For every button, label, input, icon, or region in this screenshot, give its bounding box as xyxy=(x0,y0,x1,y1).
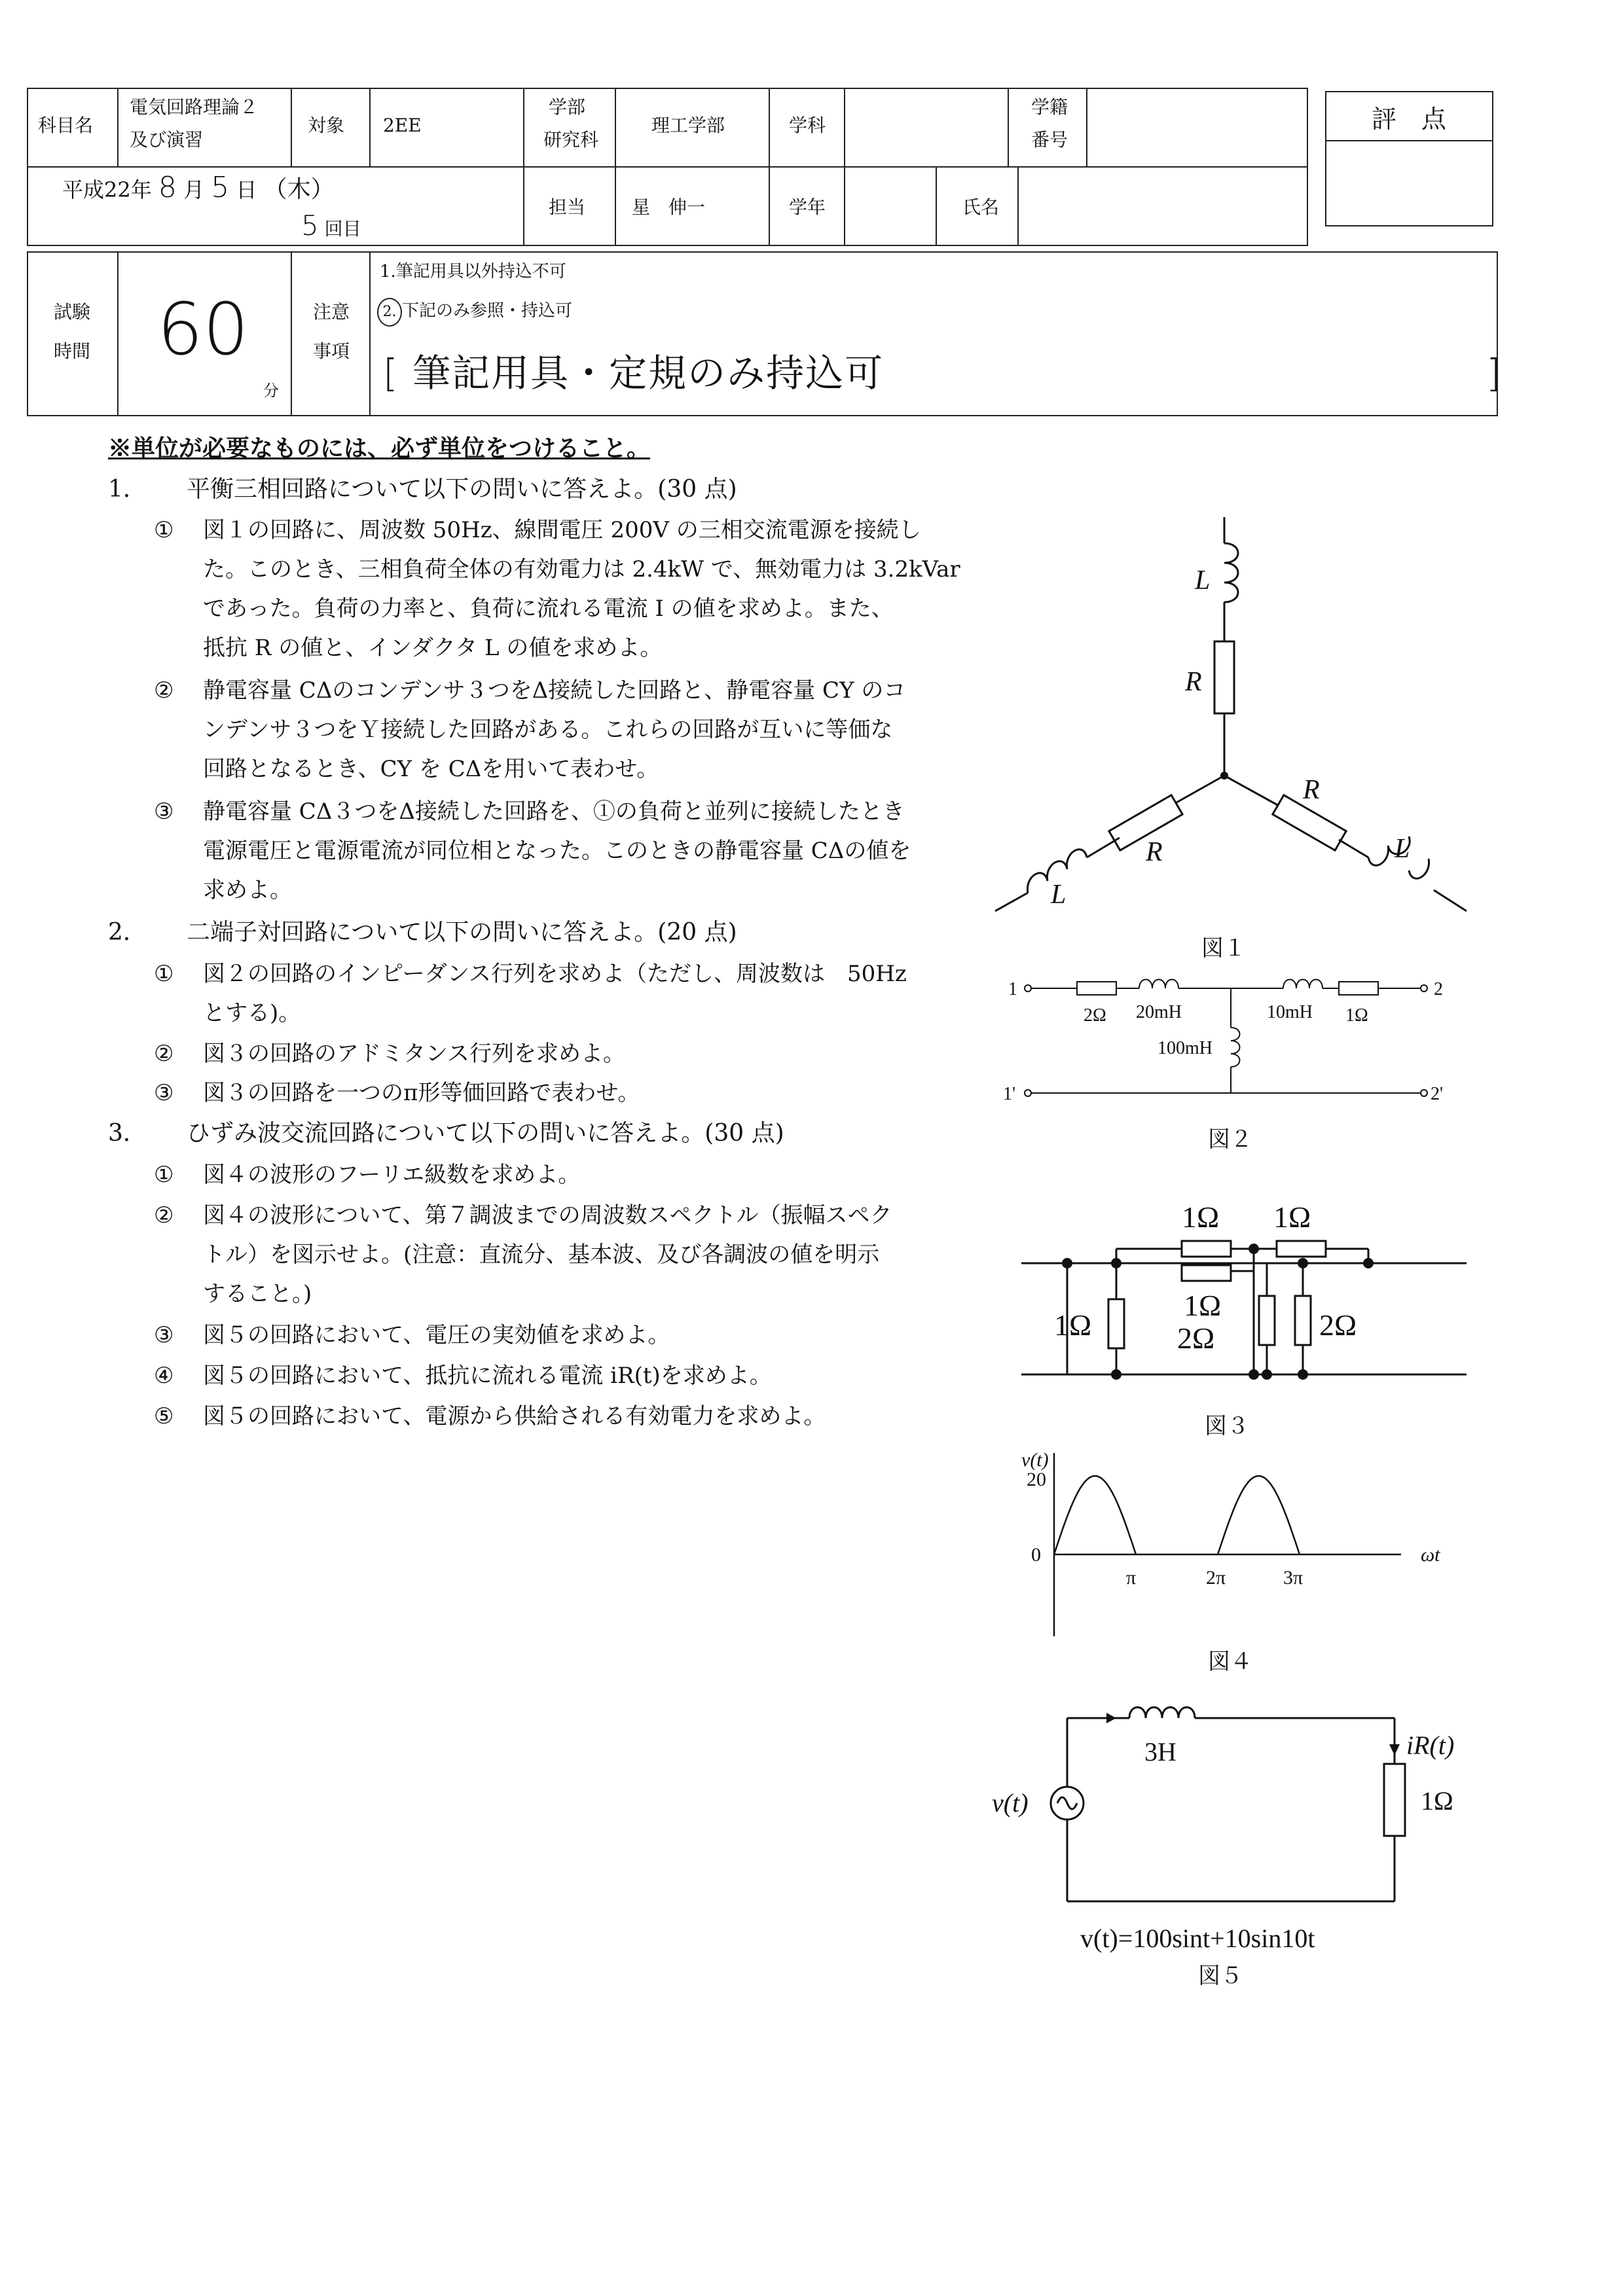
fig4-x-tick-2pi: 2π xyxy=(1206,1567,1226,1588)
question-3-number: 3． xyxy=(108,1120,147,1147)
q1-item1-line3: であった。負荷の力率と、負荷に流れる電流 I の値を求めよ。また、 xyxy=(203,596,894,622)
fig2-terminal-1: 1 xyxy=(1008,979,1017,999)
question-2-title: 二端子対回路について以下の問いに答えよ。(20 点) xyxy=(187,919,737,946)
q3-item4-mark: ④ xyxy=(154,1363,174,1389)
fig2-terminal-2: 2 xyxy=(1434,979,1443,999)
figure-3-resistor-network xyxy=(1008,1172,1480,1446)
q1-item2-line3: 回路となるとき、CY を CΔを用いて表わせ。 xyxy=(203,756,659,782)
q1-item2-line1: 静電容量 CΔのコンデンサ３つをΔ接続した回路と、静電容量 CY のコ xyxy=(203,677,906,704)
fig4-caption: 図４ xyxy=(1208,1650,1252,1674)
fig2-l2: 10mH xyxy=(1267,1002,1313,1022)
exam-time-label-1: 試験 xyxy=(54,301,91,323)
fig1-label-right-L: L xyxy=(1395,834,1410,864)
q3-item2-mark: ② xyxy=(154,1202,174,1229)
fig2-lm: 100mH xyxy=(1158,1038,1213,1058)
fig1-label-top-R: R xyxy=(1185,667,1202,697)
q1-item2-mark: ② xyxy=(154,677,174,704)
fig4-waveform-curve xyxy=(1054,1476,1300,1554)
fig3-r-right: 2Ω xyxy=(1319,1308,1357,1342)
q3-item3-line1: 図５の回路において、電圧の実効値を求めよ。 xyxy=(203,1322,670,1348)
q3-item2-line2: トル）を図示せよ。(注意：直流分、基本波、及び各調波の値を明示 xyxy=(203,1242,880,1268)
q1-item1-line1: 図１の回路に、周波数 50Hz、線間電圧 200V の三相交流電源を接続し xyxy=(203,517,921,543)
q1-item3-line2: 電源電圧と電源電流が同位相となった。このときの静電容量 CΔの値を xyxy=(203,838,911,864)
q1-item1-mark: ① xyxy=(154,517,174,543)
q3-item4-line1: 図５の回路において、抵抗に流れる電流 iR(t)を求めよ。 xyxy=(203,1363,772,1389)
fig4-x-tick-3pi: 3π xyxy=(1283,1567,1304,1588)
fig3-caption: 図３ xyxy=(1205,1414,1249,1439)
student-id-label-2: 番号 xyxy=(1031,129,1068,151)
q2-item1-mark: ① xyxy=(154,961,174,987)
note-handwritten-bracket: ] xyxy=(1486,351,1501,395)
fig2-r2: 1Ω xyxy=(1345,1005,1368,1026)
question-1-number: 1． xyxy=(108,476,147,503)
fig4-y-label: v(t) xyxy=(1021,1449,1049,1471)
figure-2-t-network xyxy=(1002,969,1473,1158)
fig1-label-left-R: R xyxy=(1146,837,1163,867)
fig3-r-mid: 1Ω xyxy=(1184,1289,1222,1322)
q2-item3-mark: ③ xyxy=(154,1080,174,1106)
fig2-r1: 2Ω xyxy=(1084,1005,1106,1026)
fig2-caption: 図２ xyxy=(1208,1128,1252,1152)
fig2-terminal-2p: 2' xyxy=(1431,1084,1444,1104)
question-2-number: 2． xyxy=(108,919,147,946)
score-label: 評 点 xyxy=(1372,105,1447,134)
q3-item3-mark: ③ xyxy=(154,1322,174,1348)
fig5-current: iR(t) xyxy=(1406,1731,1455,1760)
department-label: 学科 xyxy=(789,115,826,136)
faculty-label-1: 学部 xyxy=(549,96,586,118)
faculty-label-2: 研究科 xyxy=(543,129,599,151)
q1-item3-mark: ③ xyxy=(154,798,174,825)
fig1-label-top-L: L xyxy=(1195,565,1211,596)
fig3-r-top1: 1Ω xyxy=(1182,1200,1220,1234)
fig2-terminal-1p: 1' xyxy=(1003,1084,1016,1104)
note-handwritten: [ 筆記用具・定規のみ持込可 xyxy=(383,351,884,395)
q2-item2-mark: ② xyxy=(154,1041,174,1067)
unit-instruction: ※単位が必要なものには、必ず単位をつけること。 xyxy=(108,435,651,462)
q3-item1-line1: 図４の波形のフーリエ級数を求めよ。 xyxy=(203,1162,581,1188)
question-3-title: ひずみ波交流回路について以下の問いに答えよ。(30 点) xyxy=(187,1120,784,1147)
q2-item1-line2: とする)。 xyxy=(203,1000,301,1026)
note-2: 2. 下記のみ参照・持込可 xyxy=(377,298,572,327)
exam-time-value: 60 xyxy=(157,287,249,371)
student-id-label-1: 学籍 xyxy=(1031,96,1068,118)
target-label: 対象 xyxy=(308,115,345,136)
q3-item5-mark: ⑤ xyxy=(154,1403,174,1429)
exam-time-unit: 分 xyxy=(263,382,279,400)
q3-item2-line1: 図４の波形について、第７調波までの周波数スペクトル（振幅スペク xyxy=(203,1202,892,1229)
q3-item2-line3: すること。) xyxy=(203,1281,312,1307)
q2-item1-line1: 図２の回路のインピーダンス行列を求めよ（ただし、周波数は 50Hz xyxy=(203,961,907,987)
note-2-circled-mark: 2. xyxy=(377,298,402,327)
notes-label-1: 注意 xyxy=(313,301,350,323)
fig5-caption: 図５ xyxy=(1198,1964,1243,1988)
figure-4-waveform xyxy=(995,1446,1493,1689)
question-1-title: 平衡三相回路について以下の問いに答えよ。(30 点) xyxy=(187,476,737,503)
q2-item3-line1: 図３の回路を一つのπ形等価回路で表わせ。 xyxy=(203,1080,640,1106)
figure-5-rl-circuit xyxy=(982,1695,1493,2009)
fig4-origin: 0 xyxy=(1031,1544,1041,1566)
q3-item5-line1: 図５の回路において、電源から供給される有効電力を求めよ。 xyxy=(203,1403,826,1429)
fig3-r-center: 2Ω xyxy=(1177,1321,1215,1355)
target-value: 2EE xyxy=(383,115,422,136)
fig1-label-left-L: L xyxy=(1051,880,1067,910)
q3-item1-mark: ① xyxy=(154,1162,174,1188)
fig5-resistor: 1Ω xyxy=(1421,1786,1453,1816)
name-label: 氏名 xyxy=(962,196,1000,218)
fig5-source: v(t) xyxy=(992,1788,1029,1818)
fig4-x-label: ωt xyxy=(1421,1544,1440,1566)
q1-item3-line1: 静電容量 CΔ３つをΔ接続した回路を、①の負荷と並列に接続したとき xyxy=(203,798,905,825)
fig1-label-right-R: R xyxy=(1303,775,1320,805)
fig1-caption: 図１ xyxy=(1201,937,1246,961)
faculty-value: 理工学部 xyxy=(651,115,725,136)
subject-name-line1: 電気回路理論２ xyxy=(130,96,259,118)
exam-time-label-2: 時間 xyxy=(54,340,91,362)
fig3-r-left: 1Ω xyxy=(1054,1308,1092,1342)
q1-item1-line4: 抵抗 R の値と、インダクタ L の値を求めよ。 xyxy=(203,635,663,661)
fig3-r-top2: 1Ω xyxy=(1273,1200,1311,1234)
subject-name-line2: 及び演習 xyxy=(130,129,204,151)
fig4-y-tick: 20 xyxy=(1027,1469,1046,1490)
fig2-l1: 20mH xyxy=(1136,1002,1182,1022)
fig5-inductor: 3H xyxy=(1144,1737,1176,1767)
q1-item3-line3: 求めよ。 xyxy=(203,877,292,903)
teacher-value: 星 伸一 xyxy=(632,196,706,218)
fig5-equation: v(t)=100sint+10sin10t xyxy=(1080,1924,1315,1953)
exam-date: 平成22年 8 月 5 日 （木） xyxy=(62,171,335,204)
subject-label: 科目名 xyxy=(38,115,94,136)
q2-item2-line1: 図３の回路のアドミタンス行列を求めよ。 xyxy=(203,1041,625,1067)
exam-session: 5 回目 xyxy=(301,209,361,242)
teacher-label: 担当 xyxy=(549,196,586,218)
q1-item1-line2: た。このとき、三相負荷全体の有効電力は 2.4kW で、無効電力は 3.2kVar xyxy=(203,556,960,583)
notes-label-2: 事項 xyxy=(313,340,350,362)
note-1: 1.筆記用具以外持込不可 xyxy=(380,262,566,281)
grade-label: 学年 xyxy=(789,196,826,218)
fig4-x-tick-pi: π xyxy=(1126,1567,1137,1588)
figure-1-y-load xyxy=(982,504,1506,969)
q1-item2-line2: ンデンサ３つをＹ接続した回路がある。これらの回路が互いに等価な xyxy=(203,717,893,743)
